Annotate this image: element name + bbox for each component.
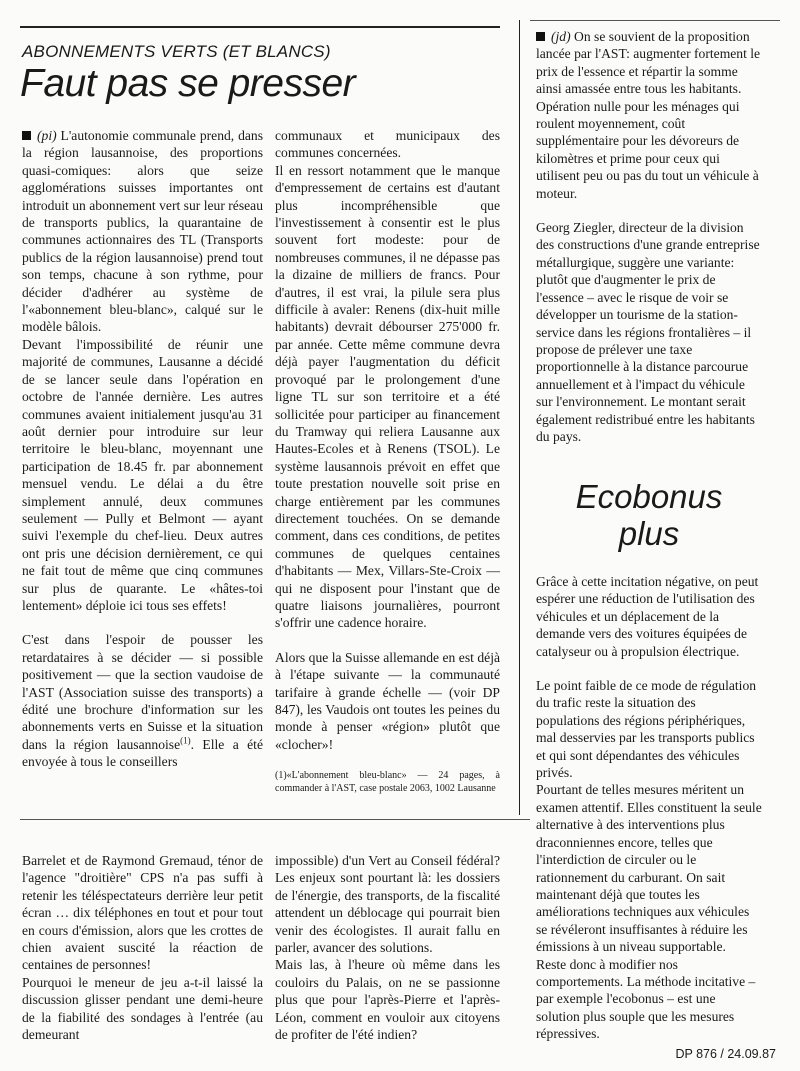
sidebar-subhead: Ecobonus plus [575,478,723,552]
sidebar-paragraph: Pourtant de telles mesures méritent un examen attentif. Elles constituent la seule alternative à des interventions plus draconniennes encore, telles que l'interdiction de circuler ou le rationnement du carburant. On sait maintenant déjà que toutes les améliorations techniques aux véhicules se révéleront insuffisantes à réduire les émissions à un niveau supportable. [536,782,762,955]
bullet-square-icon [536,32,545,41]
article-paragraph: communaux et municipaux des communes concernées. [275,128,500,161]
author-initials: (jd) [551,29,571,44]
article-headline: Faut pas se presser [20,62,356,105]
bottom-paragraph: Mais las, à l'heure où même dans les couloirs du Palais, on ne se passionne plus que pour l'après-Pierre et l'après-Léon, comment en vouloir aux citoyens de profiter de l'été indien? [275,957,500,1043]
bottom-column-1 [22,852,263,1043]
sidebar-top-rule [530,20,780,21]
article-paragraph: Devant l'impossibilité de réunir une majorité de communes, Lausanne a décidé de se lancer seule dans l'opération en octobre de l'année dernière. Les autres communes avaient initialement jusqu'au 31 août dernier pour introduire sur leur territoire le bleu-blanc, moyennant une participation de 18.45 fr. par abonnement mensuel vendu. Le délai a du être simplement annulé, deux communes seulement — Pully et Belmont — ayant suivi l'exemple du chef-lieu. Deux autres ont pris une décision dernièrement, ce qui ne fait tout de même que cinq communes sur plus de quarante. Le «hâtes-toi lentement» déploie ici tous ses effets! [22,336,263,613]
sidebar-column [536,28,762,445]
footnote: (1)«L'abonnement bleu-blanc» — 24 pages, à commander à l'AST, case postale 2063, 1002 Lausanne [275,770,500,795]
sidebar-column-lower [536,573,762,1043]
article-paragraph: (pi) L'autonomie communale prend, dans la région lausannoise, des proportions quasi-comiques: alors que seize agglomérations suisses importantes ont introduit un abonnement vert sur leur réseau de transports publics, la quarantaine de communes actionnaires des TL (Transports publics de la région lausannoise) prend tout son temps, chacune à son rythme, pour décider d'adhérer au système de l'«abonnement bleu-blanc», calqué sur le modèle bâlois. [22,128,263,335]
sidebar-paragraph: Le point faible de ce mode de régulation du trafic reste la situation des populations des régions périphériques, mal desservies par les transports publics et qui sont dépendantes des véhicules privés. [536,678,757,781]
article-paragraph: Alors que la Suisse allemande en est déjà à l'étape suivante — la communauté tarifaire à grande échelle — (voir DP 847), les Vaudois ont toutes les peines du monde à penser «région» plutôt que «clocher»! [275,649,500,752]
issue-footer: DP 876 / 24.09.87 [675,1047,776,1061]
middle-rule [20,819,530,820]
column-divider [519,20,520,815]
article-column-1 [22,127,263,771]
sidebar-paragraph: Georg Ziegler, directeur de la division des constructions d'une grande entreprise métallurgique, suggère une variante: plutôt que d'augmenter le prix de l'essence – avec le risque de voir se développer un tourisme de la station-service dans les régions frontalières – il propose de prélever une taxe proportionnelle à la distance parcourue annuellement et à l'impact du véhicule sur l'environnement. Le montant serait également redistribué entre les habitants du pays. [536,220,760,444]
footnote-reference: (1) [180,735,191,746]
bottom-paragraph: Barrelet et de Raymond Gremaud, ténor de l'agence "droitière" CPS n'a pas suffi à retenir les téléspectateurs derrière leur petit écran … dix téléphones en tout et pour tout en cours d'émission, alors que les crottes de chien avaient suscité la réaction de centaines de personnes! [22,853,263,973]
article-paragraph: Il en ressort notamment que le manque d'empressement de certains est d'autant plus incompréhensible que l'investissement à consentir est le plus souvent fort modeste: pour de nombreuses communes, il ne dépasse pas la dizaine de milliers de francs. Pour d'autres, il est vrai, la pilule sera plus difficile à avaler: Renens (dix-huit mille habitants) devrait débourser 275'000 fr. par année. Cette même commune devra déjà payer l'augmentation du déficit provoqué par le prolongement d'une ligne TL sur son territoire et a été sollicitée pour participer au financement du Tramway qui reliera Lausanne aux Hautes-Ecoles et à Renens (TSOL). Le système lausannois prévoit en effet que toute prestation nouvelle soit prise en charge entièrement par les communes directement touchées. On se demande comment, dans ces conditions, de petites communes de quelques centaines d'habitants — Mex, Villars-Ste-Croix — qui ne disposent pour l'instant que de quatre liaisons journalières, pourront s'offrir une cadence horaire. [275,162,501,631]
bottom-paragraph: Pourquoi le meneur de jeu a-t-il laissé la discussion glisser pendant une demi-heure de la fiabilité des sondages à l'entrée (au demeurant [22,974,263,1043]
article-paragraph: C'est dans l'espoir de pousser les retardataires à se décider — si possible positivement — que la section vaudoise de l'AST (Association suisse des transports) a édité une brochure d'information sur les abonnements verts en Suisse et la situation dans la région lausannoise$^{(1)}$. Elle a été envoyée à tous le conseillers [22,632,263,770]
article-column-2 [275,127,500,795]
bottom-column-2 [275,852,500,1043]
sidebar-paragraph: (jd) On se souvient de la proposition lancée par l'AST: augmenter fortement le prix de l'essence et répartir la somme ainsi amassée entre tous les habitants. Opération nulle pour les ménages qui roulent moyennement, coût supplémentaire pour les dévoreurs de kilomètres et prime pour ceux qui utilisent peu ou pas du tout un véhicule à moteur. [536,29,761,201]
author-initials: (pi) [37,128,57,143]
sidebar-paragraph: Grâce à cette incitation négative, on peut espérer une réduction de l'utilisation des véhicules et un déplacement de la demande vers des voitures équipées de catalyseur ou à propulsion électrique. [536,574,759,659]
sidebar-paragraph: Reste donc à modifier nos comportements. La méthode incitative – par exemple l'ecobonus – est une solution plus souple que les mesures répressives. [536,956,756,1042]
bullet-square-icon [22,131,31,140]
article-kicker: ABONNEMENTS VERTS (ET BLANCS) [22,42,331,61]
bottom-paragraph: impossible) d'un Vert au Conseil fédéral? Les enjeux sont pourtant là: les dossiers de l'énergie, des transports, de la fiscalité attendent un déblocage qui pourrait bien venir des écologistes. Il aurait fallu en parler, avancer des solutions. [275,853,500,956]
top-rule-left [20,26,500,28]
